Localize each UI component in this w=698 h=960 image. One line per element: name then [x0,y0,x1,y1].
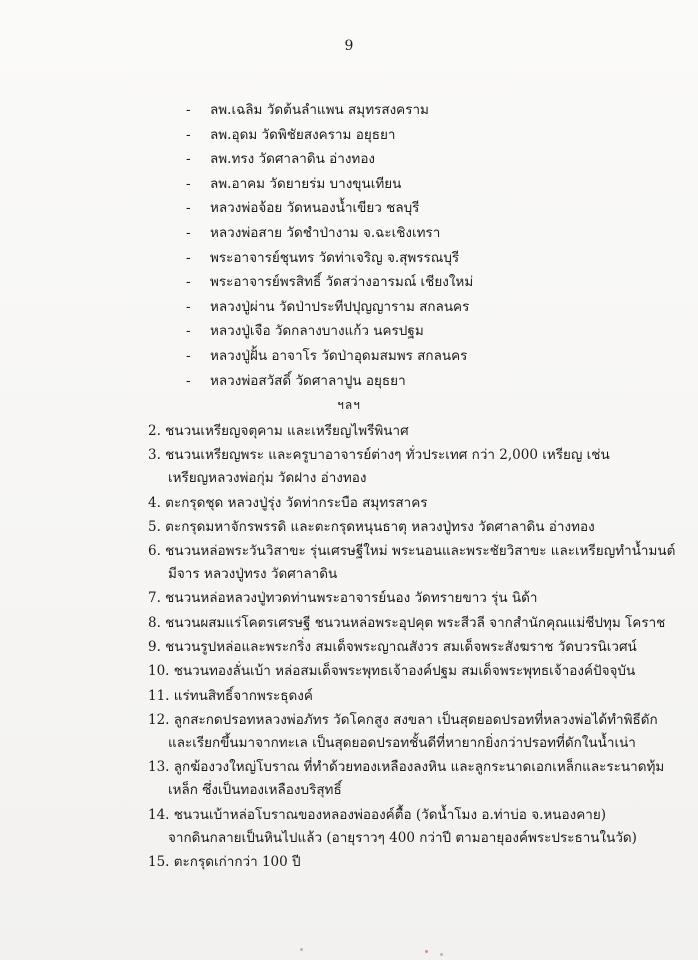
numbered-list-item [148,756,665,802]
dash-item-text: ลพ.ทรง วัดศาลาดิน อ่างทอง [210,151,376,168]
dash-item-text: ลพ.อุดม วัดพิชัยสงคราม อยุธยา [210,126,396,143]
numbered-list-item [148,444,608,490]
numbered-item-text: 2. ชนวนเหรียญจตุคาม และเหรียญไพรีพินาศ [148,423,409,439]
dash-item-text: พระอาจารย์พรสิทธิ์ วัดสว่างอารมณ์ เชียงใหม่ [210,274,474,291]
dash-list-item [186,319,473,344]
dash-item-text: หลวงพ่อจ้อย วัดหนองน้ำเขียว ชลบุรี [210,200,420,217]
paper-speck [440,953,443,956]
dash-list-item [186,369,473,394]
dash-bullet: - [186,175,191,192]
paper-speck [425,950,428,953]
dash-bullet: - [186,372,191,389]
numbered-list-item [148,636,637,659]
amulet-master-list [186,98,473,393]
dash-bullet: - [186,224,191,241]
numbered-list-item [148,804,637,850]
dash-item-text: หลวงพ่อสวัสดิ์ วัดศาลาปูน อยุธยา [210,372,406,389]
numbered-item-continuation: เหล็ก ซึ่งเป็นทองเหลืองบริสุทธิ์ [168,782,342,799]
numbered-list-item [148,685,608,708]
numbered-item-continuation: เหรียญหลวงพ่อกุ่ม วัดฝาง อ่างทอง [168,470,367,487]
numbered-list-item [148,612,666,635]
dash-list-item [186,295,473,320]
dash-item-text: หลวงพ่อสาย วัดชำป่างาม จ.ฉะเชิงเทรา [210,224,441,241]
numbered-list-item [148,516,608,539]
numbered-list-item [148,587,608,610]
numbered-item-text: 6. ชนวนหล่อพระวันวิสาขะ รุ่นเศรษฐีใหม่ พระนอนและพระชัยวิสาขะ และเหรียญทำน้ำมนต์ [148,543,676,560]
dash-bullet: - [186,298,191,315]
numbered-item-text: 3. ชนวนเหรียญพระ และครูบาอาจารย์ต่างๆ ทั่วประเทศ กว่า 2,000 เหรียญ เช่น [148,447,610,464]
dash-item-text: หลวงปู่ฝั้น อาจาโร วัดป่าอุดมสมพร สกลนคร [210,347,468,364]
numbered-item-text: 8. ชนวนผสมแร่โคตรเศรษฐี ชนวนหล่อพระอุปคุต พระสีวลี จากสำนักคุณแม่ชีปทุม โคราช [148,614,666,631]
numbered-item-text: 9. ชนวนรูปหล่อและพระกริ่ง สมเด็จพระญาณสังวร สมเด็จพระสังฆราช วัดบวรนิเวศน์ [148,639,637,656]
numbered-item-text: 10. ชนวนทองลั่นเบ้า หล่อสมเด็จพระพุทธเจ้าองค์ปฐม สมเด็จพระพุทธเจ้าองค์ปัจจุบัน [148,663,636,680]
numbered-item-text: 7. ชนวนหล่อหลวงปู่ทวดท่านพระอาจารย์นอง วัดทรายขาว รุ่น นิด้า [148,590,538,607]
dash-list-item [186,123,473,148]
dash-list-item [186,172,473,197]
numbered-item-text: 14. ชนวนเบ้าหล่อโบราณของหลองพ่อองค์ตื้อ (วัดน้ำโมง อ.ท่าบ่อ จ.หนองคาย) [148,806,607,823]
dash-bullet: - [186,249,191,266]
dash-item-text: หลวงปู่เจือ วัดกลางบางแก้ว นครปฐม [210,323,424,340]
dash-list-item [186,246,473,271]
numbered-item-text: 15. ตะกรุดเก่ากว่า 100 ปี [148,853,301,870]
dash-item-text: หลวงปู่ผ่าน วัดป่าประทีปปุญญาราม สกลนคร [210,298,470,315]
dash-item-text: ลพ.อาคม วัดยายร่ม บางขุนเทียน [210,175,402,192]
numbered-list-item [148,660,636,683]
numbered-item-continuation: และเรียกขึ้นมาจากทะเล เป็นสุดยอดปรอทชั้นดีที่หายากยิ่งกว่าปรอทที่ดักในน้ำเน่า [168,734,636,751]
numbered-item-continuation: จากดินกลายเป็นหินไปแล้ว (อายุราวๆ 400 กว่าปี ตามอายุองค์พระประธานในวัด) [168,829,637,846]
dash-bullet: - [186,274,191,291]
dash-bullet: - [186,102,191,118]
page-number: 9 [344,38,354,54]
numbered-item-continuation: มีจาร หลวงปู่ทรง วัดศาลาดิน [168,566,338,583]
dash-bullet: - [186,151,191,168]
dash-list-item [186,147,473,172]
dash-item-text: พระอาจารย์ชุนทร วัดท่าเจริญ จ.สุพรรณบุรี [210,249,460,266]
dash-bullet: - [186,347,191,364]
dash-list-item [186,344,473,369]
numbered-list-item [148,420,608,443]
numbered-item-text: 5. ตะกรุดมหาจักรพรรดิ และตะกรุดหนุนธาตุ หลวงปู่ทรง วัดศาลาดิน อ่างทอง [148,518,595,535]
numbered-item-text: 12. ลูกสะกดปรอทหลวงพ่อภัทร วัดโคกสูง สงขลา เป็นสุดยอดปรอทที่หลวงพ่อได้ทำพิธีดัก [148,711,658,728]
dash-item-text: ลพ.เฉลิม วัดต้นลำแพน สมุทรสงคราม [210,102,429,118]
dash-list-item [186,98,473,123]
numbered-list-item [148,851,608,874]
numbered-list-item [148,492,608,515]
dash-list-item [186,196,473,221]
numbered-item-text: 13. ลูกฆ้องวงใหญ่โบราณ ที่ทำด้วยทองเหลืองลงหิน และลูกระนาดเอกเหล็กและระนาดทุ้ม [148,759,665,776]
numbered-item-text: 4. ตะกรุดชุด หลวงปู่รุ่ง วัดท่ากระบือ สมุทรสาคร [148,494,428,511]
etc-mark: ฯลฯ [337,398,361,412]
dash-list-item [186,270,473,295]
numbered-list-item [148,709,658,755]
numbered-list-item [148,540,676,586]
paper-speck [300,948,303,951]
dash-bullet: - [186,200,191,217]
numbered-list [148,420,676,875]
dash-list-item [186,221,473,246]
dash-bullet: - [186,323,191,340]
numbered-item-text: 11. แร่ทนสิทธิ์จากพระธุดงค์ [148,687,313,704]
dash-bullet: - [186,126,191,143]
